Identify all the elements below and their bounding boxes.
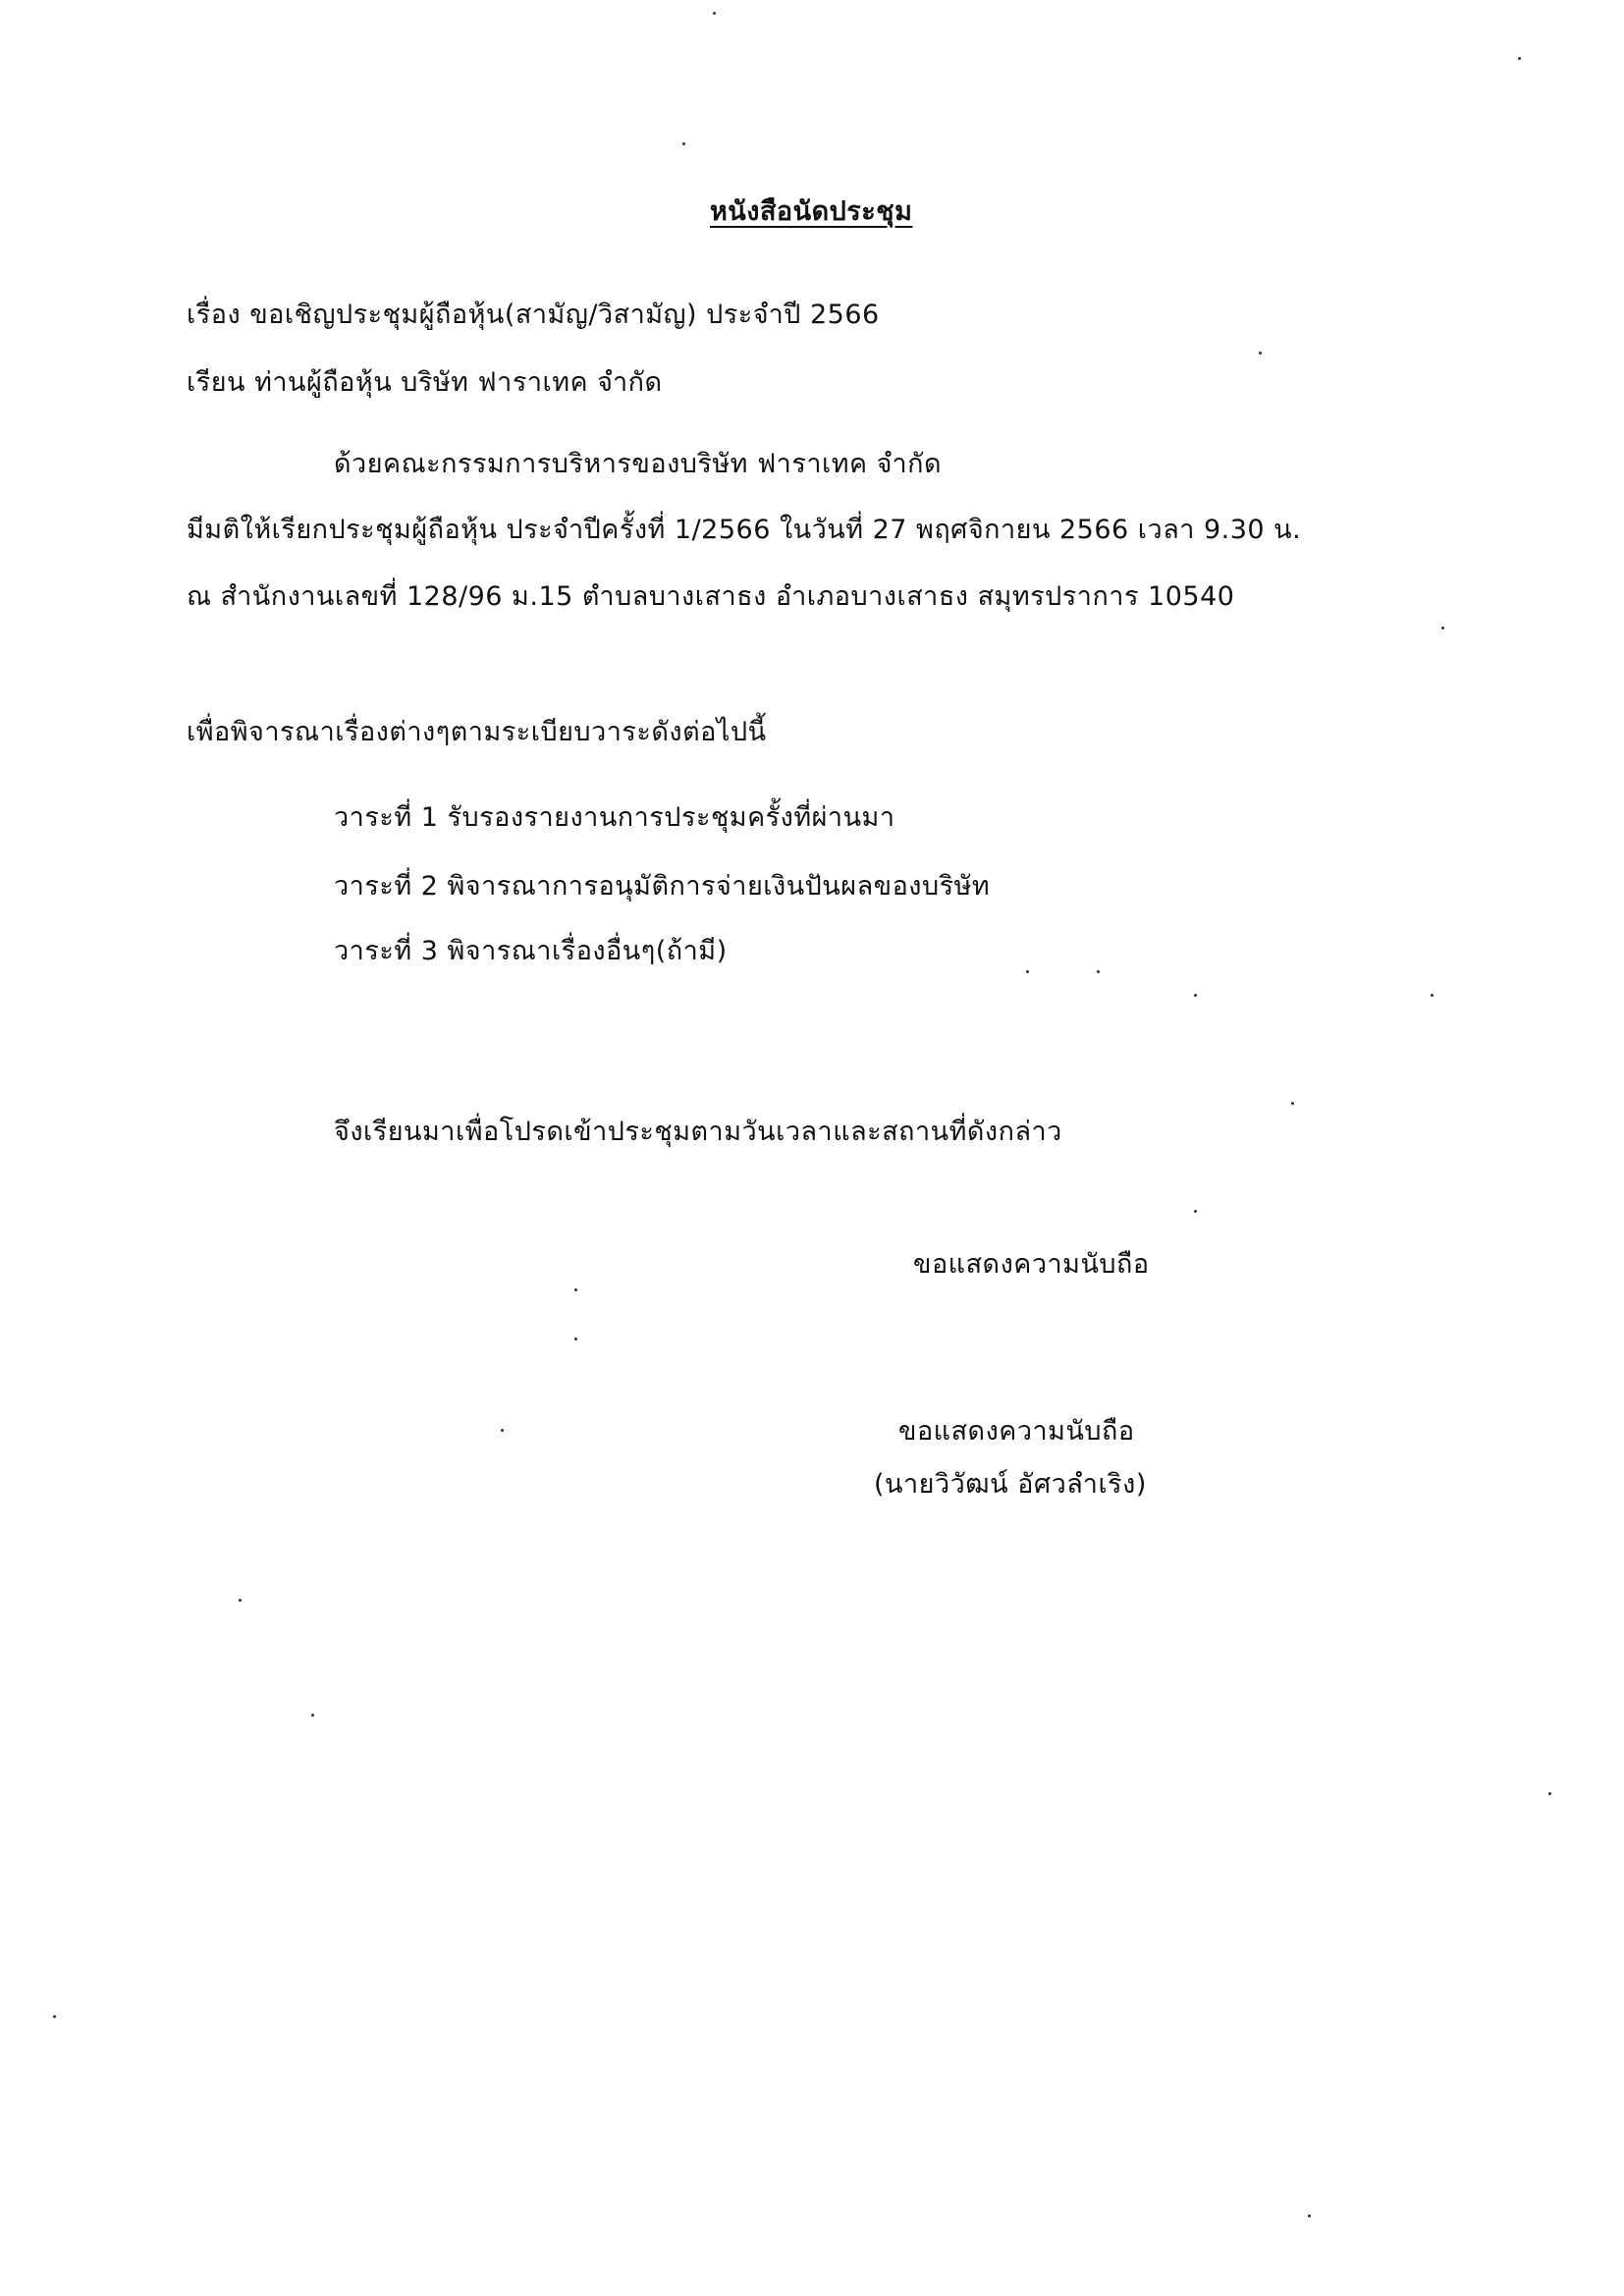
scan-speck [1259, 352, 1262, 355]
agenda-item: วาระที่ 3 พิจารณาเรื่องอื่นๆ(ถ้ามี) [334, 936, 728, 966]
body-line-2: มีมติให้เรียกประชุมผู้ถือหุ้น ประจำปีครั้งที่ 1/2566 ในวันที่ 27 พฤศจิกายน 2566 เวลา 9.30 น. [187, 515, 1302, 545]
body-line-3: ณ สำนักงานเลขที่ 128/96 ม.15 ตำบลบางเสาธง อำเภอบางเสาธง สมุทรปราการ 10540 [187, 581, 1235, 612]
scan-speck [574, 1288, 577, 1291]
scan-speck [1026, 970, 1029, 973]
agenda-item: วาระที่ 2 พิจารณาการอนุมัติการจ่ายเงินปันผลของบริษัท [334, 871, 991, 902]
scan-speck [1518, 57, 1521, 60]
closing-line: จึงเรียนมาเพื่อโปรดเข้าประชุมตามวันเวลาและสถานที่ดังกล่าว [334, 1117, 1062, 1147]
document-title: หนังสือนัดประชุม [710, 196, 913, 227]
scan-speck [239, 1599, 242, 1602]
body-line-1: ด้วยคณะกรรมการบริหารของบริษัท ฟาราเทค จำกัด [334, 449, 943, 479]
recipient-line: เรียน ท่านผู้ถือหุ้น บริษัท ฟาราเทค จำกัด [187, 367, 663, 398]
agenda-item: วาระที่ 1 รับรองรายงานการประชุมครั้งที่ผ่านมา [334, 802, 895, 833]
scan-speck [1308, 2214, 1311, 2217]
scan-speck [53, 2015, 56, 2018]
scan-speck [1291, 1102, 1294, 1105]
purpose-line: เพื่อพิจารณาเรื่องต่างๆตามระเบียบวาระดังต่อไปนี้ [187, 717, 767, 747]
subject-line: เรื่อง ขอเชิญประชุมผู้ถือหุ้น(สามัญ/วิสามัญ) ประจำปี 2566 [187, 300, 880, 330]
scan-speck [574, 1338, 577, 1340]
signature-regards-line: ขอแสดงความนับถือ [898, 1416, 1135, 1447]
scan-speck [713, 12, 716, 15]
scan-speck [1194, 1210, 1197, 1213]
scan-speck [1441, 627, 1444, 629]
scan-speck [1097, 970, 1100, 973]
scan-speck [1431, 994, 1434, 997]
scan-speck [682, 142, 685, 145]
signer-name: (นายวิวัฒน์ อัศวลำเริง) [874, 1469, 1147, 1500]
scan-speck [1548, 1792, 1551, 1795]
scan-speck [1194, 994, 1197, 997]
regards-line: ขอแสดงความนับถือ [913, 1249, 1150, 1280]
scan-speck [501, 1429, 504, 1432]
scan-speck [311, 1714, 314, 1717]
